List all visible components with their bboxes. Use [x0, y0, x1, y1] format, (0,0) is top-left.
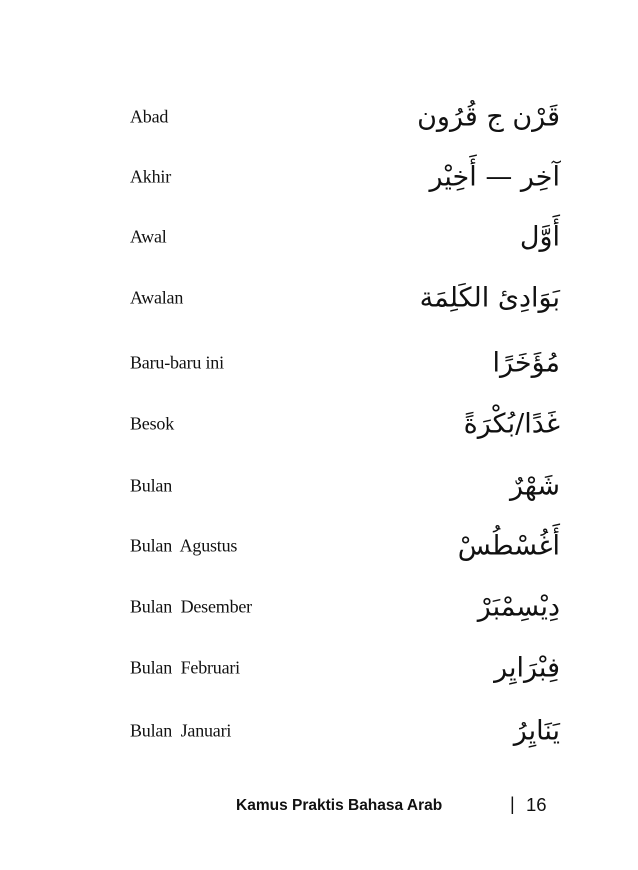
- arabic-translation: فِبْرَايِر: [494, 652, 560, 684]
- page-footer: [236, 794, 556, 820]
- dictionary-entry: [130, 278, 560, 318]
- indonesian-word: Bulan Desember: [130, 596, 252, 617]
- arabic-translation: غَدًا/بُكْرَةً: [463, 408, 560, 440]
- dictionary-entry: [130, 587, 560, 627]
- indonesian-word: Akhir: [130, 166, 171, 187]
- indonesian-word: Abad: [130, 106, 169, 127]
- indonesian-word: Bulan Januari: [130, 720, 232, 741]
- indonesian-word: Bulan Agustus: [130, 535, 238, 556]
- arabic-translation: دِيْسِمْبَرْ: [477, 591, 560, 623]
- dictionary-entry: [130, 648, 560, 688]
- dictionary-entry: [130, 217, 560, 257]
- arabic-translation: أَغُسْطُسْ: [457, 530, 560, 562]
- arabic-translation: مُؤَخَرًا: [492, 347, 560, 379]
- indonesian-word: Bulan Februari: [130, 657, 240, 678]
- dictionary-entry: [130, 526, 560, 566]
- indonesian-word: Bulan: [130, 475, 172, 496]
- dictionary-entry: [130, 343, 560, 383]
- arabic-translation: شَهْرٌ: [510, 470, 560, 502]
- arabic-translation: بَوَادِئ الكَلِمَة: [419, 282, 560, 314]
- arabic-translation: آخِر — أَخِيْر: [429, 161, 560, 193]
- footer-separator: |: [510, 794, 515, 814]
- dictionary-entry: [130, 466, 560, 506]
- dictionary-entry: [130, 97, 560, 137]
- dictionary-entry: [130, 157, 560, 197]
- book-title: Kamus Praktis Bahasa Arab: [236, 797, 443, 814]
- indonesian-word: Awal: [130, 226, 167, 247]
- indonesian-word: Awalan: [130, 287, 184, 308]
- arabic-translation: أَوَّل: [519, 221, 560, 253]
- indonesian-word: Baru-baru ini: [130, 352, 224, 373]
- page-number: 16: [526, 794, 547, 815]
- indonesian-word: Besok: [130, 413, 175, 434]
- dictionary-entry: [130, 404, 560, 444]
- arabic-translation: يَنَايِرُ: [513, 715, 560, 747]
- dictionary-entry: [130, 711, 560, 751]
- arabic-translation: قَرْن ج قُرُون: [417, 101, 560, 133]
